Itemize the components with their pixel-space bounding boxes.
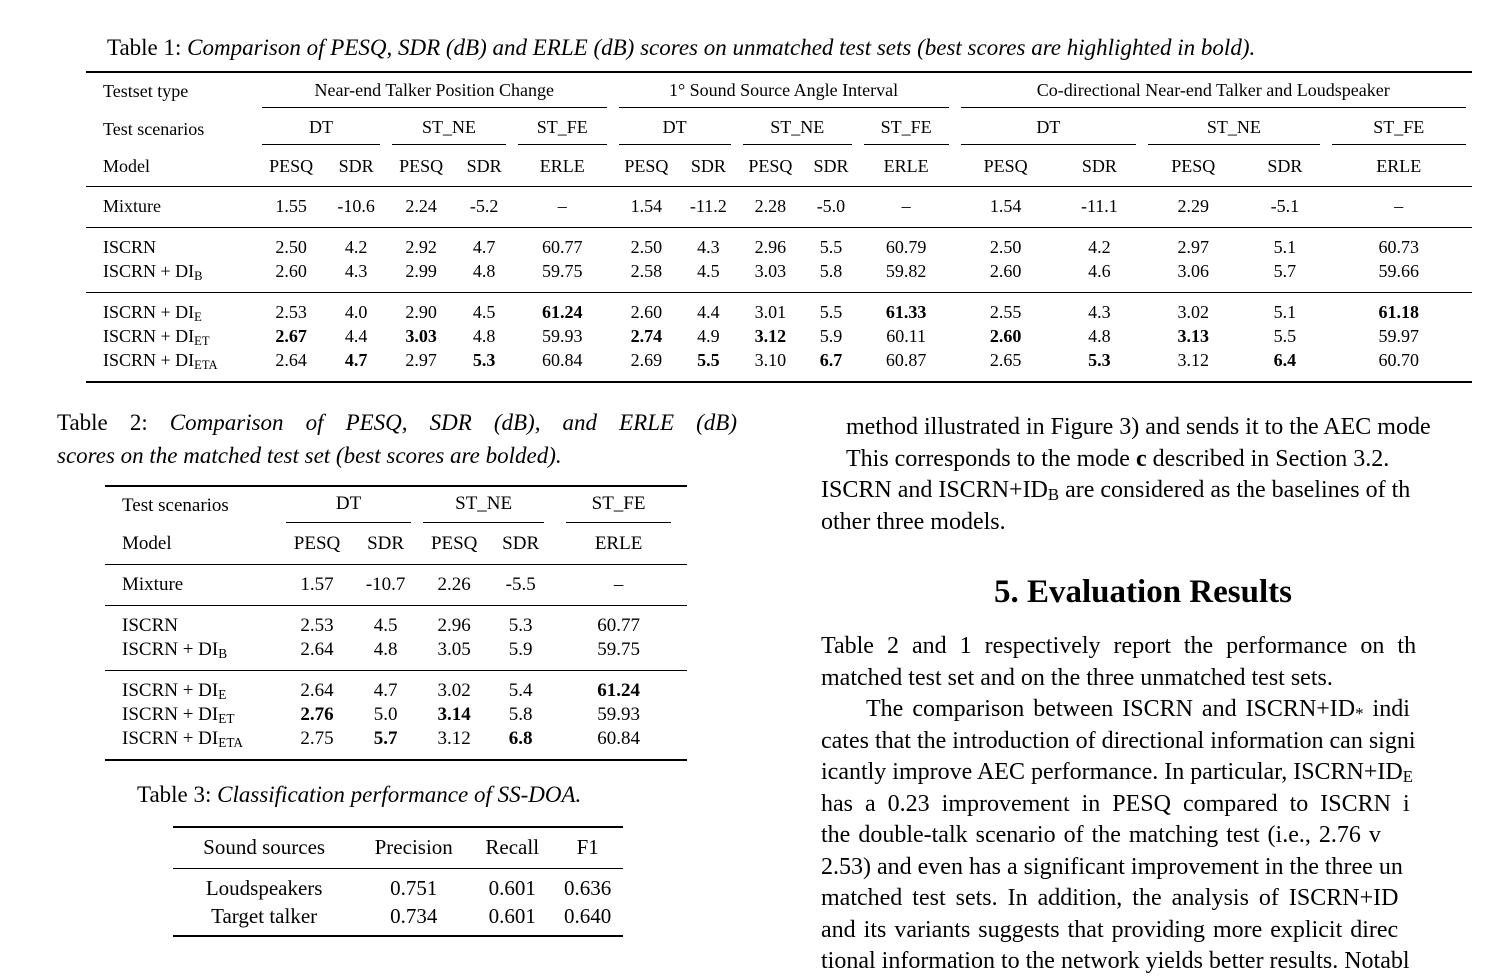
score-cell: 5.7 [1273,261,1297,281]
scenario-header: DT [286,489,411,523]
score-cell: 4.3 [344,261,368,281]
score-cell: 2.65 [989,350,1022,370]
table2 [105,485,687,761]
score-cell: – [901,196,911,216]
score-cell: 60.84 [597,727,640,749]
scenario-header: ST_NE [1148,113,1319,145]
score-cell: 4.2 [1088,237,1111,257]
metric-header: SDR [456,148,512,186]
score-cell: 4.0 [344,302,368,322]
score-cell: 2.64 [300,679,334,701]
score-cell: 5.9 [819,326,843,346]
score-cell: 3.06 [1177,261,1209,281]
scenario-header: DT [619,113,731,145]
metric-header: PESQ [417,525,491,564]
score-cell: 2.60 [630,302,663,322]
body-text-results [821,631,1485,978]
metric-header: SDR [491,525,550,564]
score-cell: – [613,573,624,595]
table-row [105,638,687,662]
table-row [173,874,623,902]
score-cell: 59.93 [597,703,640,725]
score-cell: 2.50 [989,237,1022,257]
table-row [105,679,687,703]
score-cell: 60.77 [542,237,583,257]
score-cell: 3.03 [405,326,437,346]
table-row [86,325,1472,349]
score-cell: 59.66 [1378,261,1420,281]
table3-caption [137,782,581,808]
score-cell: 5.9 [508,638,533,660]
score-cell: 4.8 [472,261,496,281]
score-cell: 4.9 [697,326,720,346]
score-cell: 1.57 [300,573,334,595]
score-cell: 4.7 [344,350,368,370]
score-cell: 2.60 [989,326,1022,346]
score-cell: 5.1 [1273,237,1297,257]
scenario-header: DT [262,113,380,145]
table3-cell: 0.601 [488,875,536,900]
score-cell: 60.87 [885,350,927,370]
score-cell: 4.8 [472,326,496,346]
table1 [86,71,1472,383]
score-cell: 2.53 [275,302,307,322]
model-name: ISCRN [103,237,157,257]
score-cell: 5.5 [1273,326,1297,346]
body-text-top [821,412,1431,538]
table-row [105,573,687,597]
model-name: ISCRN + $DI_B$ [103,261,203,283]
score-cell: 61.33 [885,302,927,322]
metric-header: PESQ [386,148,456,186]
metric-header: ERLE [1326,148,1472,186]
table2-body [105,564,687,760]
metric-header-row [105,525,687,564]
score-cell: 1.54 [989,196,1022,216]
score-cell: -5.0 [816,196,846,216]
score-cell: 4.5 [373,614,398,636]
scenario-header: DT [961,113,1137,145]
scenario-header: ST_FE [518,113,607,145]
score-cell: 5.4 [508,679,533,701]
score-cell: 5.8 [819,261,843,281]
metric-header: SDR [1057,148,1142,186]
metric-header: ERLE [550,525,687,564]
score-cell: 3.03 [754,261,787,281]
model-name: Mixture [103,196,161,216]
model-name: ISCRN + $DI_{ET}$ [122,703,235,726]
text-line: cates that the introduction of directional information can signi [821,727,1416,754]
score-cell: 2.97 [1177,237,1209,257]
text-line: 2.53) and even has a significant improvement in the three un [821,853,1403,880]
table3-header-row [173,827,623,868]
model-name: ISCRN + $DI_E$ [103,302,202,324]
score-cell: 6.7 [819,350,843,370]
table3 [173,826,623,937]
score-cell: 2.64 [275,350,307,370]
score-cell: 5.3 [1088,350,1111,370]
table-row [86,260,1472,284]
group-header: Near-end Talker Position Change [262,76,607,108]
score-cell: 2.24 [405,196,437,216]
scenario-header: ST_NE [392,113,506,145]
table2-caption [57,406,737,472]
metric-header: SDR [354,525,417,564]
table3-cell: 0.640 [564,903,612,928]
score-cell: 4.5 [697,261,720,281]
score-cell: 2.99 [405,261,437,281]
score-cell: 4.7 [373,679,398,701]
testset-type-label: Testset type [103,81,189,101]
score-cell: 2.55 [989,302,1022,322]
model-name: ISCRN + $DI_{ETA}$ [122,727,244,750]
section-heading: 5. Evaluation Results [994,574,1292,610]
table-row [105,727,687,751]
score-cell: 2.67 [275,326,307,346]
metric-header: SDR [680,148,736,186]
table3-cell: 0.601 [488,903,536,928]
score-cell: 59.82 [885,261,927,281]
table3-header: Sound sources [173,827,355,868]
score-cell: 2.50 [275,237,307,257]
table3-cell: Loudspeakers [205,875,323,900]
score-cell: – [1394,196,1404,216]
metric-header-row [86,148,1472,186]
text-line: and its variants suggests that providing more explicit direc [821,916,1399,943]
score-cell: -10.6 [337,196,375,216]
table3-header: F1 [552,827,623,868]
score-cell: 59.97 [1378,326,1420,346]
score-cell: -5.1 [1270,196,1300,216]
score-cell: -10.7 [365,573,406,595]
text-line: has a 0.23 improvement in PESQ compared to ISCRN i [821,790,1410,817]
score-cell: 61.24 [542,302,583,322]
text-line: method illustrated in Figure 3) and sends it to the AEC mode [846,414,1431,440]
score-cell: 2.97 [405,350,437,370]
score-cell: 5.1 [1273,302,1297,322]
score-cell: 2.26 [437,573,471,595]
score-cell: 2.64 [300,638,334,660]
scenario-header: ST_FE [864,113,949,145]
text-line: This corresponds to the mode c described in Section 3.2. [846,445,1390,472]
score-cell: 59.75 [597,638,640,660]
model-label: Model [105,525,280,564]
model-label: Model [86,148,256,186]
score-cell: 4.4 [344,326,368,346]
score-cell: 3.12 [754,326,787,346]
text-line: other three models. [821,508,1006,535]
scenario-header: ST_NE [423,489,544,523]
table1-caption-text: Comparison of PESQ, SDR (dB) and ERLE (dB) scores on unmatched test sets (best scores are highlighted in bold). [187,35,1256,60]
table-row [105,703,687,727]
text-line: ISCRN and $ISCRN+ID_B$ are considered as the baselines of th [821,477,1411,504]
score-cell: -11.1 [1080,196,1118,216]
table1-caption [107,35,1255,61]
score-cell: 4.4 [697,302,720,322]
metric-header: ERLE [858,148,955,186]
table-row [173,902,623,930]
score-cell: 2.92 [405,237,437,257]
score-cell: 2.75 [300,727,334,749]
table3-header: Recall [472,827,552,868]
table3-caption-text: Classification performance of SS-DOA. [217,782,582,807]
score-cell: 2.74 [630,326,663,346]
score-cell: 61.24 [597,679,640,701]
table2-caption-line1: Comparison of PESQ, SDR (dB), and ERLE (dB) [169,410,737,435]
score-cell: 60.70 [1378,350,1420,370]
score-cell: 5.3 [508,614,533,636]
score-cell: 1.54 [630,196,663,216]
text-line: the double-talk scenario of the matching test (i.e., 2.76 v [821,822,1381,848]
score-cell: 3.01 [754,302,787,322]
table2-caption-label: Table 2: [57,410,148,435]
score-cell: – [557,196,567,216]
score-cell: 4.3 [1088,302,1111,322]
metric-header: PESQ [955,148,1057,186]
score-cell: 2.60 [989,261,1022,281]
score-cell: 3.14 [437,703,471,725]
score-cell: 3.10 [754,350,787,370]
score-cell: 5.8 [508,703,533,725]
text-line: icantly improve AEC performance. In particular, $ISCRN+ID_E$ [821,759,1414,786]
model-name: ISCRN + $DI_E$ [122,679,227,702]
score-cell: 2.96 [754,237,787,257]
table-row [86,236,1472,260]
score-cell: 4.3 [697,237,720,257]
table3-caption-label: Table 3: [137,782,212,807]
table2-caption-line2: scores on the matched test set (best scores are bolded). [57,443,562,468]
score-cell: 5.7 [373,727,398,749]
score-cell: 60.73 [1378,237,1420,257]
model-name: ISCRN + $DI_{ET}$ [103,326,210,348]
score-cell: 4.5 [472,302,496,322]
table3-cell: 0.636 [564,875,612,900]
model-name: ISCRN [122,614,178,636]
score-cell: 3.02 [437,679,471,701]
score-cell: 2.58 [630,261,663,281]
score-cell: 5.5 [819,237,843,257]
scenario-header: ST_FE [566,489,671,523]
test-scenarios-label: Test scenarios [122,495,229,516]
text-line: Table 2 and 1 respectively report the performance on th [821,633,1417,659]
table3-header: Precision [355,827,472,868]
metric-header: ERLE [512,148,613,186]
score-cell: -5.5 [505,573,536,595]
metric-header: PESQ [737,148,805,186]
score-cell: 4.6 [1088,261,1111,281]
metric-header: SDR [804,148,858,186]
model-name: Mixture [122,573,184,595]
test-scenarios-label: Test scenarios [103,118,205,139]
metric-header: SDR [326,148,386,186]
text-line: matched test sets. In addition, the analysis of ISCRN+ID [821,885,1399,911]
table1-body [86,186,1472,382]
text-line: The comparison between ISCRN and $ISCRN+ID_*$ indi [866,696,1410,723]
table3-cell: 0.734 [390,903,438,928]
metric-header: PESQ [613,148,681,186]
table3-cell: 0.751 [390,875,438,900]
score-cell: 1.55 [275,196,307,216]
score-cell: 60.84 [542,350,583,370]
score-cell: 2.28 [754,196,787,216]
scenario-header: ST_NE [743,113,852,145]
score-cell: 4.8 [373,638,398,660]
score-cell: 2.90 [405,302,437,322]
score-cell: 60.77 [597,614,640,636]
table-row [86,349,1472,373]
text-line: tional information to the network yields better results. Notabl [821,948,1410,974]
table-row [86,195,1472,219]
score-cell: 5.5 [819,302,843,322]
model-name: ISCRN + $DI_B$ [122,638,228,661]
score-cell: 5.5 [697,350,720,370]
metric-header: PESQ [256,148,326,186]
model-name: ISCRN + $DI_{ETA}$ [103,350,218,372]
score-cell: 2.96 [437,614,471,636]
score-cell: 5.0 [373,703,398,725]
metric-header: SDR [1244,148,1325,186]
score-cell: -11.2 [689,196,727,216]
score-cell: 3.02 [1177,302,1209,322]
score-cell: 4.7 [472,237,496,257]
score-cell: 4.2 [344,237,368,257]
score-cell: 3.12 [1177,350,1209,370]
score-cell: 59.93 [542,326,583,346]
score-cell: 61.18 [1378,302,1420,322]
metric-header: PESQ [1142,148,1244,186]
scenario-header: ST_FE [1332,113,1466,145]
table-row [105,614,687,638]
score-cell: 2.53 [300,614,334,636]
score-cell: 3.12 [437,727,471,749]
score-cell: 4.8 [1088,326,1111,346]
score-cell: 2.76 [300,703,334,725]
score-cell: -5.2 [469,196,499,216]
score-cell: 3.05 [437,638,471,660]
score-cell: 2.29 [1177,196,1209,216]
score-cell: 2.69 [630,350,663,370]
metric-header: PESQ [280,525,354,564]
score-cell: 3.13 [1177,326,1209,346]
score-cell: 2.50 [630,237,663,257]
group-header: 1° Sound Source Angle Interval [619,76,949,108]
score-cell: 59.75 [542,261,583,281]
score-cell: 5.3 [472,350,496,370]
score-cell: 6.8 [508,727,533,749]
score-cell: 6.4 [1273,350,1297,370]
score-cell: 2.60 [275,261,307,281]
score-cell: 60.11 [886,326,927,346]
table1-caption-label: Table 1: [107,35,182,60]
group-header: Co-directional Near-end Talker and Loudspeaker [961,76,1467,108]
score-cell: 60.79 [885,237,927,257]
table3-cell: Target talker [211,903,318,928]
text-line: matched test set and on the three unmatched test sets. [821,664,1333,691]
table-row [86,301,1472,325]
